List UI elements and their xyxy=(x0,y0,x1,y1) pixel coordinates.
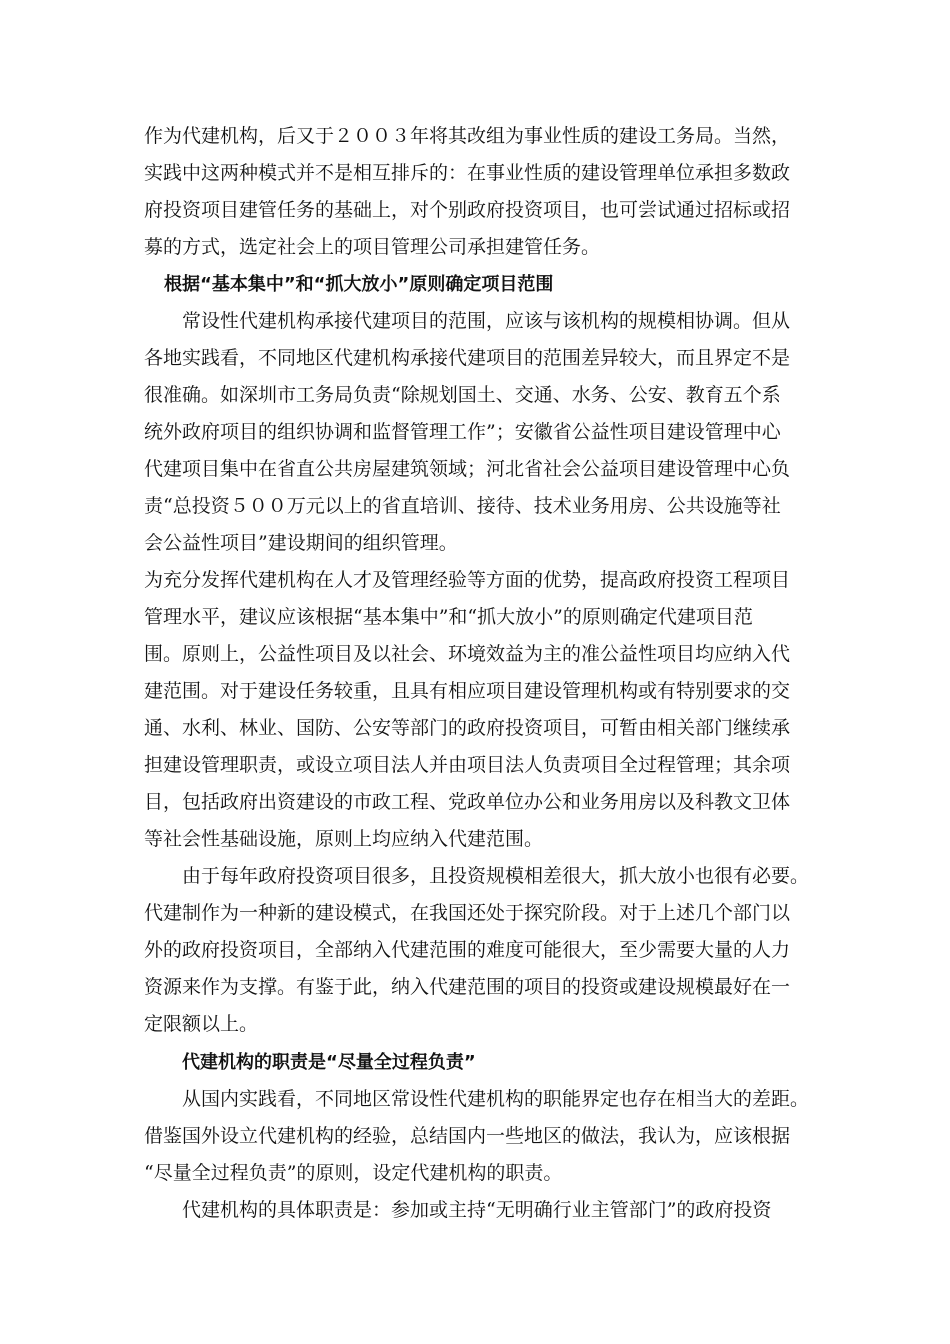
heading-text: 根据“基本集中”和“抓大放小”原则确定项目范围 xyxy=(164,274,554,295)
text-line: 资源来作为支撑。有鉴于此，纳入代建范围的项目的投资或建设规模最好在一 xyxy=(144,976,791,998)
text-line: 外的政府投资项目，全部纳入代建范围的难度可能很大，至少需要大量的人力 xyxy=(144,939,791,961)
text-line: 为充分发挥代建机构在人才及管理经验等方面的优势，提高政府投资工程项目 xyxy=(144,569,791,591)
text-line: 募的方式，选定社会上的项目管理公司承担建管任务。 xyxy=(144,236,601,258)
text-line: 府投资项目建管任务的基础上，对个别政府投资项目，也可尝试通过招标或招 xyxy=(144,199,791,221)
section-heading-agency-duties xyxy=(144,1044,824,1081)
text-line: 实践中这两种模式并不是相互排斥的：在事业性质的建设管理单位承担多数政 xyxy=(144,162,791,184)
text-line: 借鉴国外设立代建机构的经验，总结国内一些地区的做法，我认为，应该根据 xyxy=(144,1125,791,1147)
paragraph-scope-recommendation xyxy=(144,562,824,858)
paragraph-scale-threshold xyxy=(144,858,824,1043)
paragraph-duties-principle xyxy=(144,1081,824,1192)
text-line: 从国内实践看，不同地区常设性代建机构的职能界定也存在相当大的差距。 xyxy=(182,1088,810,1110)
text-line: 由于每年政府投资项目很多，且投资规模相差很大，抓大放小也很有必要。 xyxy=(182,865,810,887)
paragraph-agency-models xyxy=(144,118,824,266)
text-line: 代建项目集中在省直公共房屋建筑领域；河北省社会公益项目建设管理中心负 xyxy=(144,458,791,480)
paragraph-specific-duties xyxy=(144,1192,824,1229)
text-line: 等社会性基础设施，原则上均应纳入代建范围。 xyxy=(144,828,544,850)
text-line: 作为代建机构，后又于２００３年将其改组为事业性质的建设工务局。当然， xyxy=(144,125,791,147)
text-line: 围。原则上，公益性项目及以社会、环境效益为主的准公益性项目均应纳入代 xyxy=(144,643,791,665)
text-line: 统外政府项目的组织协调和监督管理工作”；安徽省公益性项目建设管理中心 xyxy=(144,421,781,443)
text-line: 管理水平，建议应该根据“基本集中”和“抓大放小”的原则确定代建项目范 xyxy=(144,606,753,628)
text-line: 代建机构的具体职责是：参加或主持“无明确行业主管部门”的政府投资 xyxy=(182,1199,772,1221)
text-line: 会公益性项目”建设期间的组织管理。 xyxy=(144,532,458,554)
text-line: 很准确。如深圳市工务局负责“除规划国土、交通、水务、公安、教育五个系 xyxy=(144,384,781,406)
text-line: “尽量全过程负责”的原则，设定代建机构的职责。 xyxy=(144,1162,563,1184)
section-heading-project-scope xyxy=(144,266,824,303)
text-line: 代建制作为一种新的建设模式，在我国还处于探究阶段。对于上述几个部门以 xyxy=(144,902,791,924)
text-line: 担建设管理职责，或设立项目法人并由项目法人负责项目全过程管理；其余项 xyxy=(144,754,791,776)
text-line: 目，包括政府出资建设的市政工程、党政单位办公和业务用房以及科教文卫体 xyxy=(144,791,791,813)
text-line: 建范围。对于建设任务较重，且具有相应项目建设管理机构或有特别要求的交 xyxy=(144,680,791,702)
text-line: 定限额以上。 xyxy=(144,1013,259,1035)
text-line: 常设性代建机构承接代建项目的范围，应该与该机构的规模相协调。但从 xyxy=(182,310,791,332)
heading-text: 代建机构的职责是“尽量全过程负责” xyxy=(182,1052,476,1073)
text-line: 各地实践看，不同地区代建机构承接代建项目的范围差异较大，而且界定不是 xyxy=(144,347,791,369)
text-line: 责“总投资５００万元以上的省直培训、接待、技术业务用房、公共设施等社 xyxy=(144,495,781,517)
paragraph-scope-practice xyxy=(144,303,824,562)
text-line: 通、水利、林业、国防、公安等部门的政府投资项目，可暂由相关部门继续承 xyxy=(144,717,791,739)
